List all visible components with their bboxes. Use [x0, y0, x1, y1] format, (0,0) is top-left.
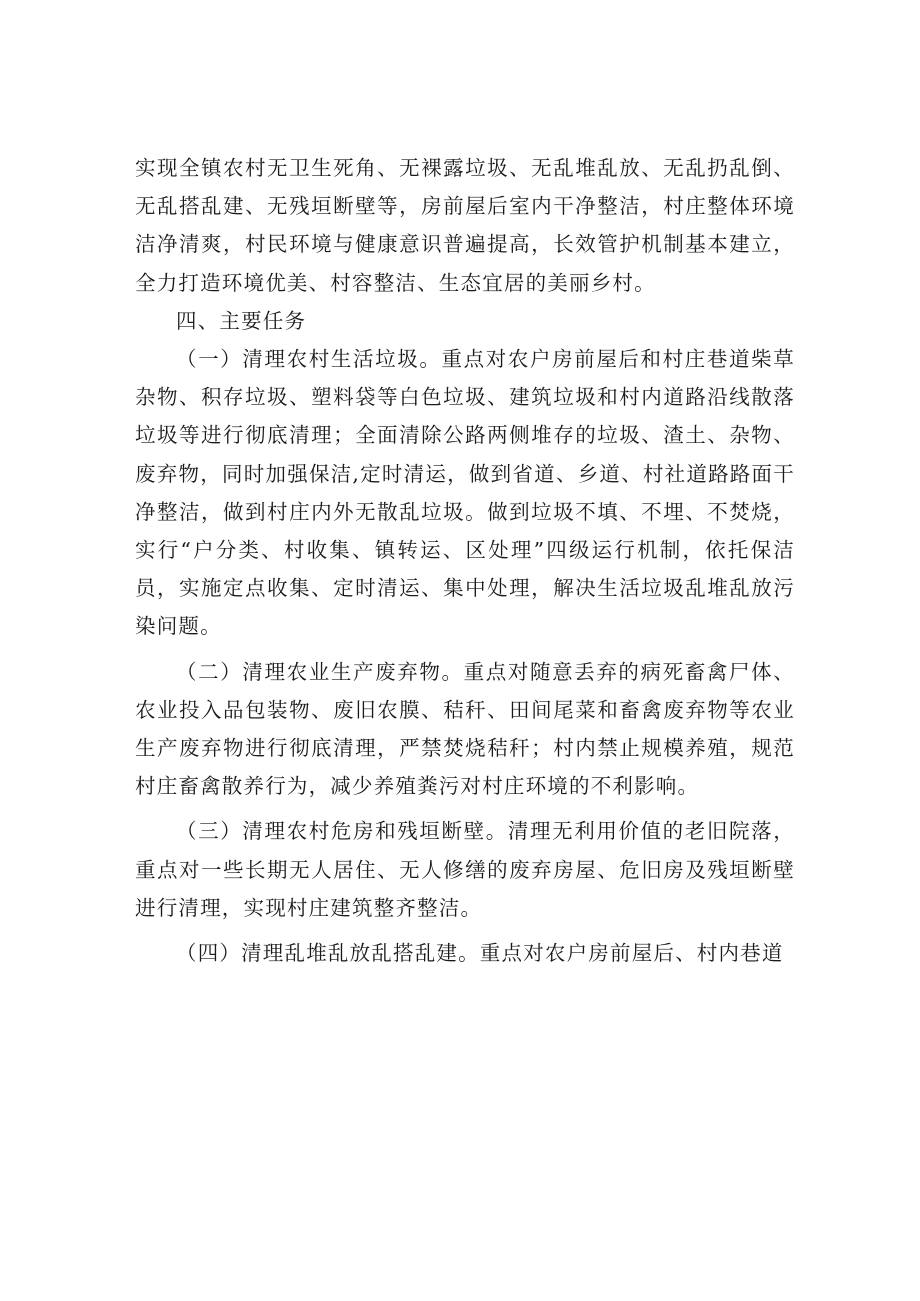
- paragraph-task-4: （四）清理乱堆乱放乱搭乱建。重点对农户房前屋后、村内巷道: [176, 941, 784, 966]
- document-body: [135, 149, 795, 972]
- paragraph-task-2: （二）清理农业生产废弃物。重点对随意丢弃的病死畜禽尸体、农业投入品包装物、废旧农膜、秸秆、田间尾菜和畜禽废弃物等农业生产废弃物进行彻底清理，严禁焚烧秸秆；村内禁止规模养殖，规范村庄畜禽散养行为，减少养殖粪污对村庄环境的不利影响。: [135, 659, 795, 799]
- section-heading-main-tasks: 四、主要任务: [176, 308, 307, 333]
- paragraph-task-1: （一）清理农村生活垃圾。重点对农户房前屋后和村庄巷道柴草杂物、积存垃圾、塑料袋等白色垃圾、建筑垃圾和村内道路沿线散落垃圾等进行彻底清理；全面清除公路两侧堆存的垃圾、渣土、杂物、废弃物，同时加强保洁,定时清运，做到省道、乡道、村社道路路面干净整洁，做到村庄内外无散乱垃圾。做到垃圾不填、不埋、不焚烧，实行“户分类、村收集、镇转运、区处理”四级运行机制，依托保洁员，实施定点收集、定时清运、集中处理，解决生活垃圾乱堆乱放污染问题。: [135, 347, 795, 639]
- paragraph-task-3: （三）清理农村危房和残垣断壁。清理无利用价值的老旧院落，重点对一些长期无人居住、无人修缮的废弃房屋、危旧房及残垣断壁进行清理，实现村庄建筑整齐整洁。: [135, 819, 795, 920]
- paragraph-goal-continuation: 实现全镇农村无卫生死角、无裸露垃圾、无乱堆乱放、无乱扔乱倒、无乱搭乱建、无残垣断壁等，房前屋后室内干净整洁，村庄整体环境洁净清爽，村民环境与健康意识普遍提高，长效管护机制基本建立，全力打造环境优美、村容整洁、生态宜居的美丽乡村。: [135, 156, 795, 295]
